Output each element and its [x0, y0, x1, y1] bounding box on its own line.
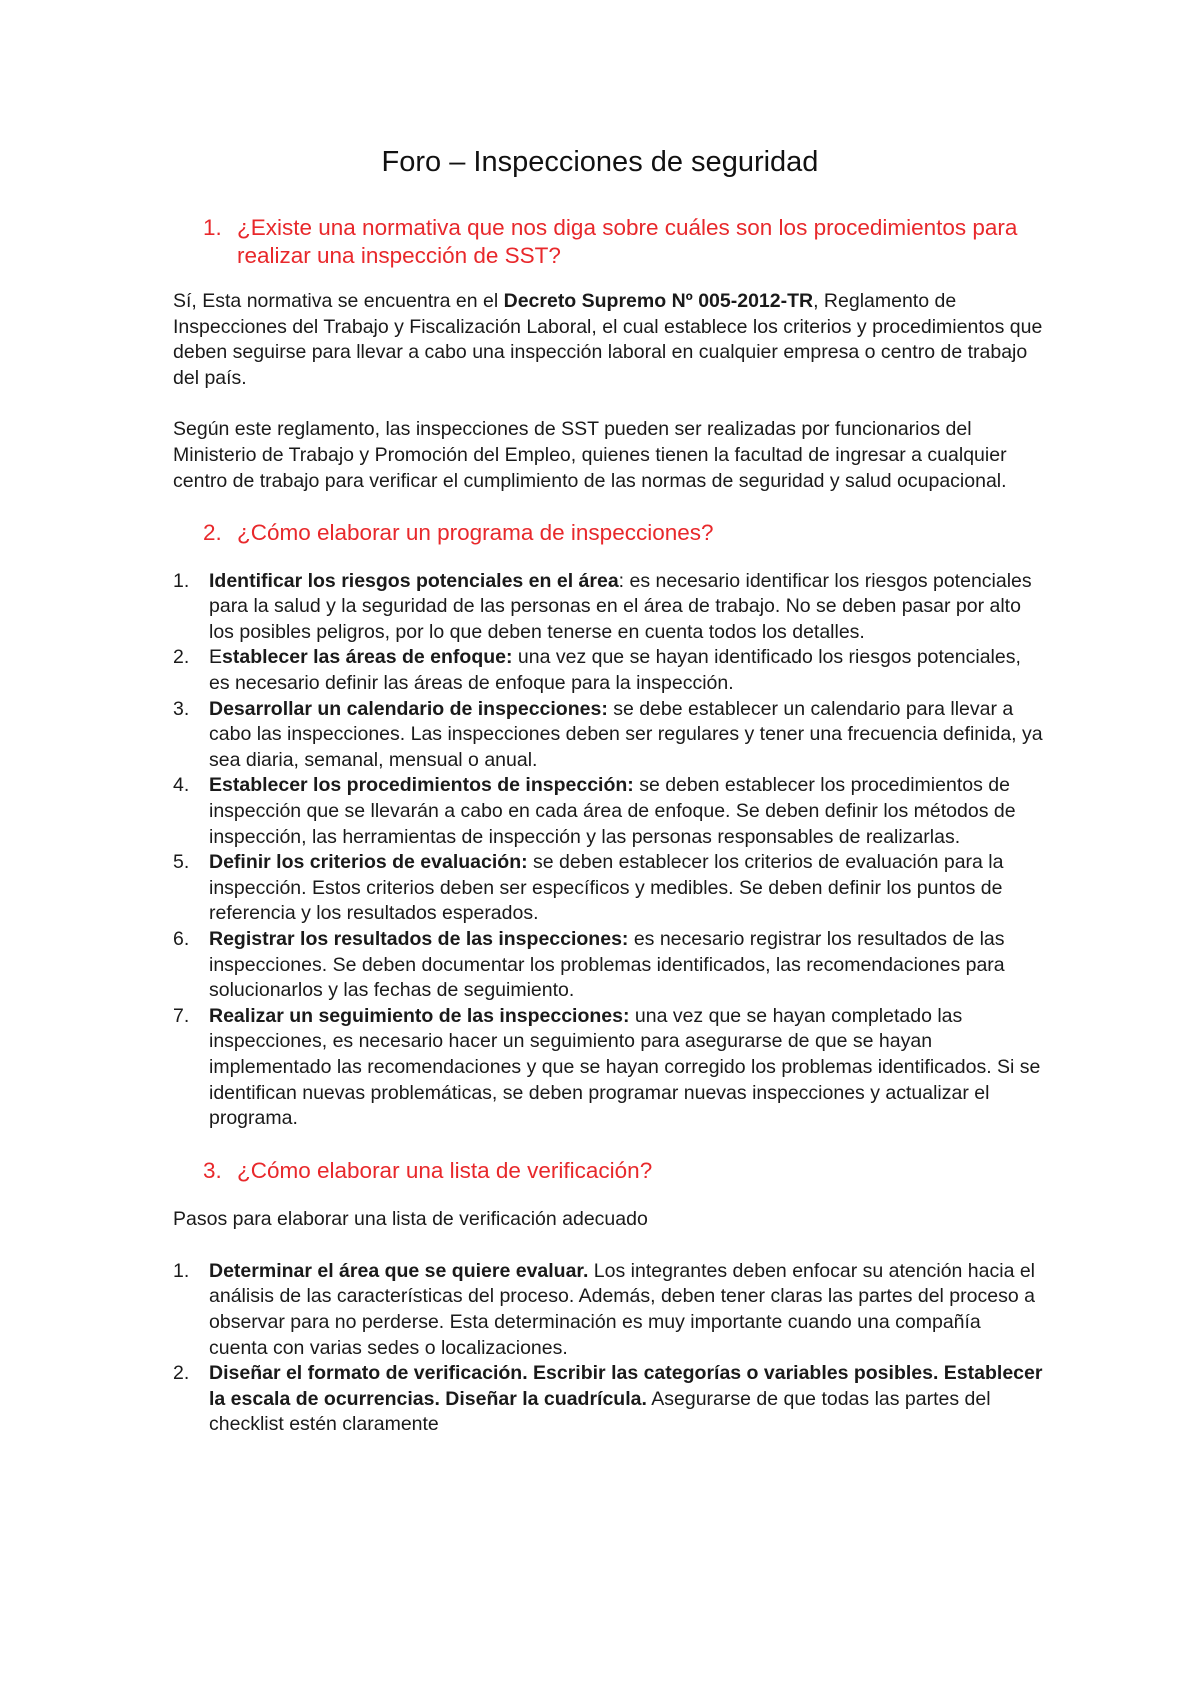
list-item-bold: Registrar los resultados de las inspecciones:	[209, 927, 629, 950]
list-item-text: es necesario registrar los resultados de las inspecciones. Se deben documentar los problemas identificados, las recomendaciones para solucionarlos y las fechas de seguimiento.	[209, 927, 1005, 1002]
question-number: 2.	[203, 520, 222, 546]
paragraph-text: Sí, Esta normativa se encuentra en el	[173, 290, 504, 312]
list-item-text: se deben establecer los procedimientos de inspección que se llevarán a cabo en cada área de enfoque. Se deben definir los métodos de inspección, las herramientas de inspección y las personas responsables de realizarlas.	[209, 774, 1016, 848]
list-item-bold: Desarrollar un calendario de inspecciones:	[209, 697, 608, 720]
paragraph-reglamento: Según este reglamento, las inspecciones de SST pueden ser realizadas por funcionarios del Ministerio de Trabajo y Promoción del Empleo, quienes tienen la facultad de ingresar a cualquier centro de trabajo para verificar el cumplimiento de las normas de seguridad y salud ocupacional.	[173, 418, 1007, 492]
list-number: 1.	[173, 569, 190, 592]
list-item	[173, 569, 1043, 646]
checklist-steps-list	[173, 1259, 1043, 1438]
question-2	[173, 519, 1043, 547]
list-number: 7.	[173, 1004, 190, 1027]
list-item	[173, 1259, 1043, 1361]
list-number: 6.	[173, 927, 190, 950]
list-item-bold: Identificar los riesgos potenciales en el área	[209, 569, 619, 592]
list-number: 3.	[173, 697, 190, 720]
question-3	[173, 1157, 1043, 1185]
paragraph-decreto	[173, 289, 1043, 391]
list-item	[173, 697, 1043, 774]
list-item-text: : es necesario identificar los riesgos potenciales para la salud y la seguridad de las personas en el área de trabajo. No se deben pasar por alto los posibles peligros, por lo que deben tenerse en cuenta todos los detalles.	[209, 569, 1032, 643]
list-item	[173, 1361, 1043, 1438]
paragraph-text: , Reglamento de Inspecciones del Trabajo y Fiscalización Laboral, el cual establece los criterios y procedimientos que deben seguirse para llevar a cabo una inspección laboral en cualquier empresa o centro de trabajo del país.	[173, 290, 1043, 389]
list-item-bold: stablecer las áreas de enfoque:	[222, 646, 513, 669]
list-item	[173, 773, 1043, 850]
inspection-program-list	[173, 569, 1043, 1132]
question-text: ¿Existe una normativa que nos diga sobre cuáles son los procedimientos para realizar una inspección de SST?	[237, 215, 1018, 268]
list-number: 2.	[173, 1362, 190, 1385]
list-number: 2.	[173, 646, 190, 669]
list-item-text: una vez que se hayan completado las inspecciones, es necesario hacer un seguimiento para asegurarse de que se hayan implementado las recomendaciones y que se hayan corregido los problemas identificados. Si se identifican nuevas problemáticas, se deben programar nuevas inspecciones y actualizar el programa.	[209, 1004, 1041, 1130]
list-item	[173, 1004, 1043, 1132]
question-text: ¿Cómo elaborar una lista de verificación?	[237, 1157, 653, 1183]
list-item-text: se debe establecer un calendario para llevar a cabo las inspecciones. Las inspecciones deben ser regulares y tener una frecuencia definida, ya sea diaria, semanal, mensual o anual.	[209, 697, 1043, 771]
paragraph-bold: Decreto Supremo Nº 005-2012-TR	[503, 290, 814, 312]
question-text: ¿Cómo elaborar un programa de inspecciones?	[237, 520, 714, 546]
list-item	[173, 645, 1043, 696]
list-item-text: se deben establecer los criterios de evaluación para la inspección. Estos criterios deben ser específicos y medibles. Se deben definir los puntos de referencia y los resultados esperados.	[209, 851, 1004, 925]
list-item-bold: Determinar el área que se quiere evaluar.	[209, 1259, 589, 1282]
list-item-bold: Establecer los procedimientos de inspección:	[209, 774, 634, 797]
list-item	[173, 927, 1043, 1004]
document-body	[173, 214, 1043, 1438]
question-number: 3.	[203, 1157, 222, 1183]
list-item-text: Los integrantes deben enfocar su atención hacia el análisis de las características del proceso. Además, deben tener claras las partes del proceso a observar para no perderse. Esta determinación es muy importante cuando una compañía cuenta con varias sedes o localizaciones.	[209, 1259, 1036, 1359]
list-item-bold: Realizar un seguimiento de las inspecciones:	[209, 1004, 630, 1027]
list-item-text: E	[209, 646, 223, 669]
list-number: 5.	[173, 851, 190, 874]
list-item-text: una vez que se hayan identificado los riesgos potenciales, es necesario definir las áreas de enfoque para la inspección.	[209, 646, 1021, 695]
list-item-bold: Definir los criterios de evaluación:	[209, 851, 528, 874]
list-item	[173, 850, 1043, 927]
page-title: Foro – Inspecciones de seguridad	[381, 146, 819, 178]
list-number: 1.	[173, 1259, 190, 1282]
paragraph-pasos: Pasos para elaborar una lista de verificación adecuado	[173, 1208, 648, 1231]
list-number: 4.	[173, 774, 190, 797]
question-1	[173, 214, 1043, 269]
list-item-bold: Diseñar el formato de verificación. Escribir las categorías o variables posibles. Establecer la escala de ocurrencias. Diseñar la cuadrícula.	[209, 1362, 1043, 1410]
list-item-text: Asegurarse de que todas las partes del checklist estén claramente	[209, 1387, 991, 1436]
question-number: 1.	[203, 215, 222, 240]
